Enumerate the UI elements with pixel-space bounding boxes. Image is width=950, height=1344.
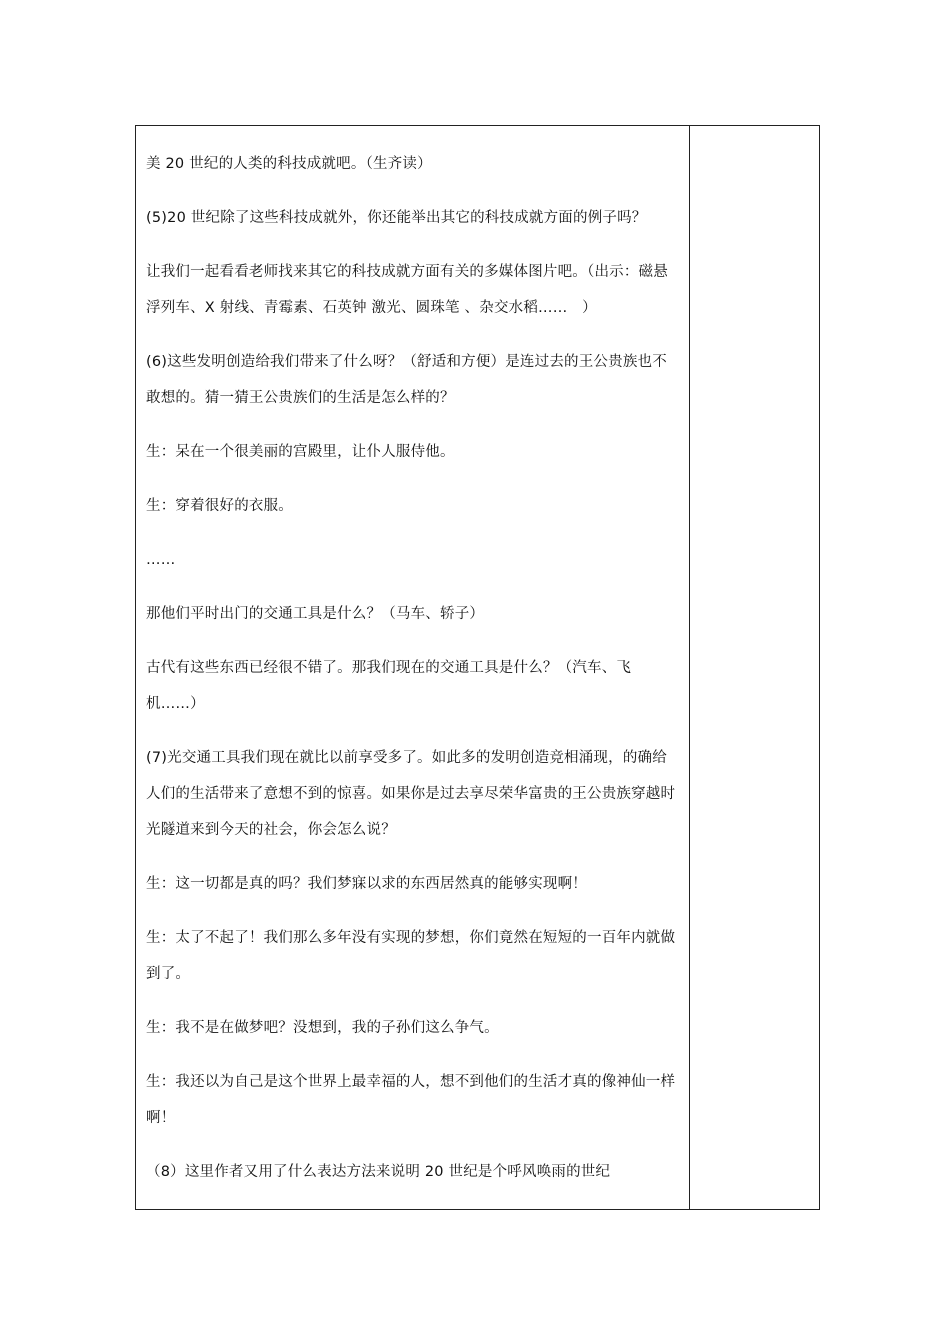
lesson-content-cell <box>136 126 690 1209</box>
paragraph-15: （8）这里作者又用了什么表达方法来说明 20 世纪是个呼风唤雨的世纪 <box>146 1164 611 1180</box>
paragraph-12: 生：太了不起了！我们那么多年没有实现的梦想，你们竟然在短短的一百年内就做到了。 <box>146 930 676 982</box>
paragraph-14: 生：我还以为自己是这个世界上最幸福的人，想不到他们的生活才真的像神仙一样啊！ <box>146 1074 676 1126</box>
paragraph-9: 古代有这些东西已经很不错了。那我们现在的交通工具是什么？（汽车、飞机……） <box>146 660 632 712</box>
paragraph-10: (7)光交通工具我们现在就比以前享受多了。如此多的发明创造竞相涌现，的确给人们的生活带来了意想不到的惊喜。如果你是过去享尽荣华富贵的王公贵族穿越时光隧道来到今天的社会，你会怎么说？ <box>146 750 676 838</box>
paragraph-5: 生：呆在一个很美丽的宫殿里，让仆人服侍他。 <box>146 444 455 460</box>
paragraph-11: 生：这一切都是真的吗？我们梦寐以求的东西居然真的能够实现啊！ <box>146 876 587 892</box>
paragraph-4: (6)这些发明创造给我们带来了什么呀？（舒适和方便）是连过去的王公贵族也不敢想的。猜一猜王公贵族们的生活是怎么样的？ <box>146 354 667 406</box>
paragraph-3: 让我们一起看看老师找来其它的科技成就方面有关的多媒体图片吧。（出示：磁悬浮列车、X 射线、青霉素、石英钟 激光、圆珠笔 、杂交水稻…… ） <box>146 264 668 316</box>
paragraph-6: 生：穿着很好的衣服。 <box>146 498 293 514</box>
lesson-table <box>135 125 820 1210</box>
paragraph-13: 生：我不是在做梦吧？没想到，我的子孙们这么争气。 <box>146 1020 499 1036</box>
paragraph-7: …… <box>146 552 176 568</box>
notes-cell <box>690 126 819 1209</box>
paragraph-8: 那他们平时出门的交通工具是什么？（马车、轿子） <box>146 606 485 622</box>
paragraph-1: 美 20 世纪的人类的科技成就吧。（生齐读） <box>146 156 432 172</box>
paragraph-2: (5)20 世纪除了这些科技成就外，你还能举出其它的科技成就方面的例子吗？ <box>146 210 647 226</box>
